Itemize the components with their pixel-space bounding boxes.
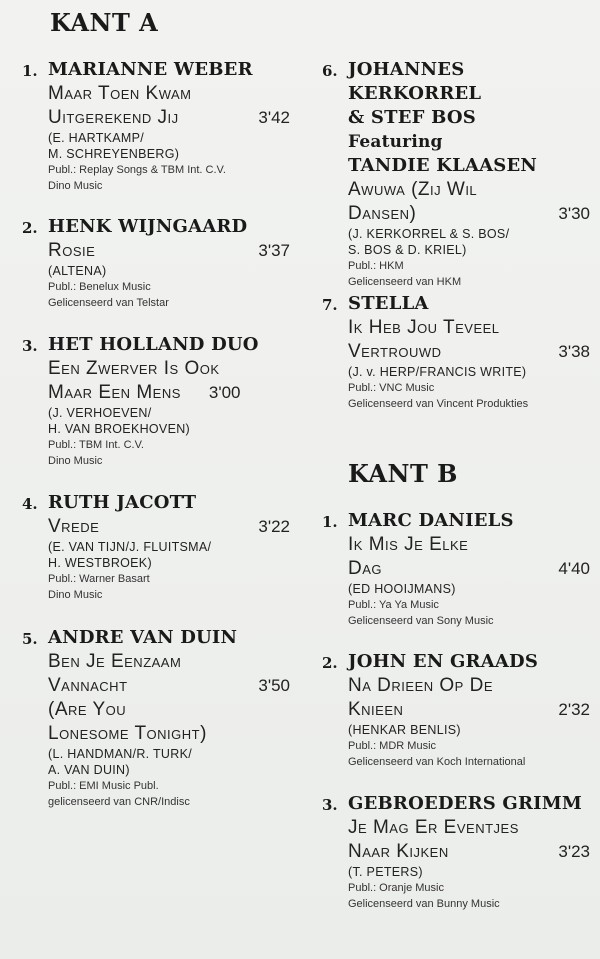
track-a1 [22,58,290,194]
duration: 3'30 [558,204,590,223]
publisher-line: Publ.: Replay Songs & TBM Int. C.V. [48,164,226,176]
track-a3 [22,333,290,469]
song-title-line: Vannacht [48,675,128,696]
song-title-line: Ben Je Eenzaam [48,651,182,672]
writer-credit: H. WESTBROEK) [48,556,152,570]
side-b-heading: KANT B [348,459,458,488]
writer-credit: (T. PETERS) [348,865,423,879]
song-title-line: Uitgerekend Jij [48,107,179,128]
publisher-line: Publ.: Ya Ya Music [348,599,439,611]
track-b1 [322,509,590,629]
artist-name: & STEF BOS [348,107,476,128]
song-title-line: Dansen) [348,203,417,224]
duration: 4'40 [558,559,590,578]
artist-name: RUTH JACOTT [48,492,197,513]
publisher-line: Publ.: Warner Basart [48,573,150,585]
track-number: 3. [22,337,38,355]
song-title-line: Dag [348,558,383,579]
duration: 3'42 [258,108,290,127]
writer-credit: (J. KERKORREL & S. BOS/ [348,227,510,241]
publisher-line: Dino Music [48,589,103,601]
artist-name: HET HOLLAND DUO [48,334,259,355]
publisher-line: Publ.: MDR Music [348,740,437,752]
publisher-line: Publ.: EMI Music Publ. [48,780,159,792]
writer-credit: S. BOS & D. KRIEL) [348,243,467,257]
track-number: 6. [322,62,338,80]
track-a5 [22,626,290,810]
publisher-line: Publ.: VNC Music [348,382,435,394]
publisher-line: Publ.: TBM Int. C.V. [48,439,144,451]
artist-name: HENK WIJNGAARD [48,216,248,237]
song-title-line: Lonesome Tonight) [48,723,207,744]
track-number: 4. [22,495,38,513]
writer-credit: A. VAN DUIN) [48,763,130,777]
publisher-line: Gelicenseerd van Bunny Music [348,898,500,910]
song-title-line: Ik Mis Je Elke [348,534,469,555]
artist-name: STELLA [348,293,429,314]
song-title-line: Ik Heb Jou Teveel [348,317,500,338]
song-title-line: (Are You [48,699,127,720]
song-title-line: Maar Een Mens [48,382,181,403]
track-a6 [322,58,590,290]
duration: 3'22 [258,517,290,536]
writer-credit: (J. v. HERP/FRANCIS WRITE) [348,365,527,379]
publisher-line: Gelicenseerd van Sony Music [348,615,494,627]
artist-name: JOHN EN GRAADS [348,651,539,672]
song-title-line: Awuwa (Zij Wil [348,179,478,200]
track-a7 [322,292,590,412]
artist-name: GEBROEDERS GRIMM [348,793,583,814]
side-a-heading: KANT A [50,8,159,37]
track-number: 2. [322,654,338,672]
track-number: 3. [322,796,338,814]
artist-name: ANDRE VAN DUIN [48,627,238,648]
publisher-line: Publ.: Oranje Music [348,882,444,894]
publisher-line: Publ.: HKM [348,260,404,272]
publisher-line: Gelicenseerd van HKM [348,276,462,288]
writer-credit: M. SCHREYENBERG) [48,147,180,161]
writer-credit: (HENKAR BENLIS) [348,723,461,737]
track-number: 1. [322,513,338,531]
song-title-line: Na Drieen Op De [348,675,494,696]
writer-credit: (J. VERHOEVEN/ [48,406,152,420]
duration: 3'23 [558,842,590,861]
track-number: 5. [22,630,38,648]
writer-credit: (E. VAN TIJN/J. FLUITSMA/ [48,540,212,554]
duration: 2'32 [558,700,590,719]
track-a4 [22,491,290,603]
artist-name: JOHANNES KERKORREL [348,59,482,104]
song-title-line: Naar Kijken [348,841,449,862]
duration: 3'00 [208,383,241,402]
track-b2 [322,650,590,770]
publisher-line: gelicenseerd van CNR/Indisc [48,796,190,808]
featuring-label: Featuring [348,132,443,152]
track-a2 [22,215,290,311]
duration: 3'37 [258,241,290,260]
publisher-line: Gelicenseerd van Koch International [348,756,526,768]
publisher-line: Gelicenseerd van Telstar [48,297,169,309]
publisher-line: Gelicenseerd van Vincent Produkties [348,398,529,410]
writer-credit: (L. HANDMAN/R. TURK/ [48,747,192,761]
song-title-line: Je Mag Er Eventjes [348,817,519,838]
writer-credit: (ALTENA) [48,264,107,278]
writer-credit: H. VAN BROEKHOVEN) [48,422,190,436]
track-number: 1. [22,62,38,80]
song-title-line: Knieen [348,699,404,720]
publisher-line: Dino Music [48,180,103,192]
artist-name: MARIANNE WEBER [48,59,253,80]
publisher-line: Dino Music [48,455,103,467]
writer-credit: (ED HOOIJMANS) [348,582,456,596]
track-b3 [322,792,590,912]
track-number: 7. [322,296,338,314]
duration: 3'38 [558,342,590,361]
song-title-line: Vrede [48,516,100,537]
duration: 3'50 [258,676,290,695]
song-title-line: Rosie [48,240,96,261]
artist-name: MARC DANIELS [348,510,514,531]
song-title-line: Maar Toen Kwam [48,83,192,104]
publisher-line: Publ.: Benelux Music [48,281,151,293]
song-title-line: Vertrouwd [348,341,442,362]
writer-credit: (E. HARTKAMP/ [48,131,145,145]
song-title-line: Een Zwerver Is Ook [48,358,220,379]
track-number: 2. [22,219,38,237]
featured-artist: TANDIE KLAASEN [348,155,538,176]
